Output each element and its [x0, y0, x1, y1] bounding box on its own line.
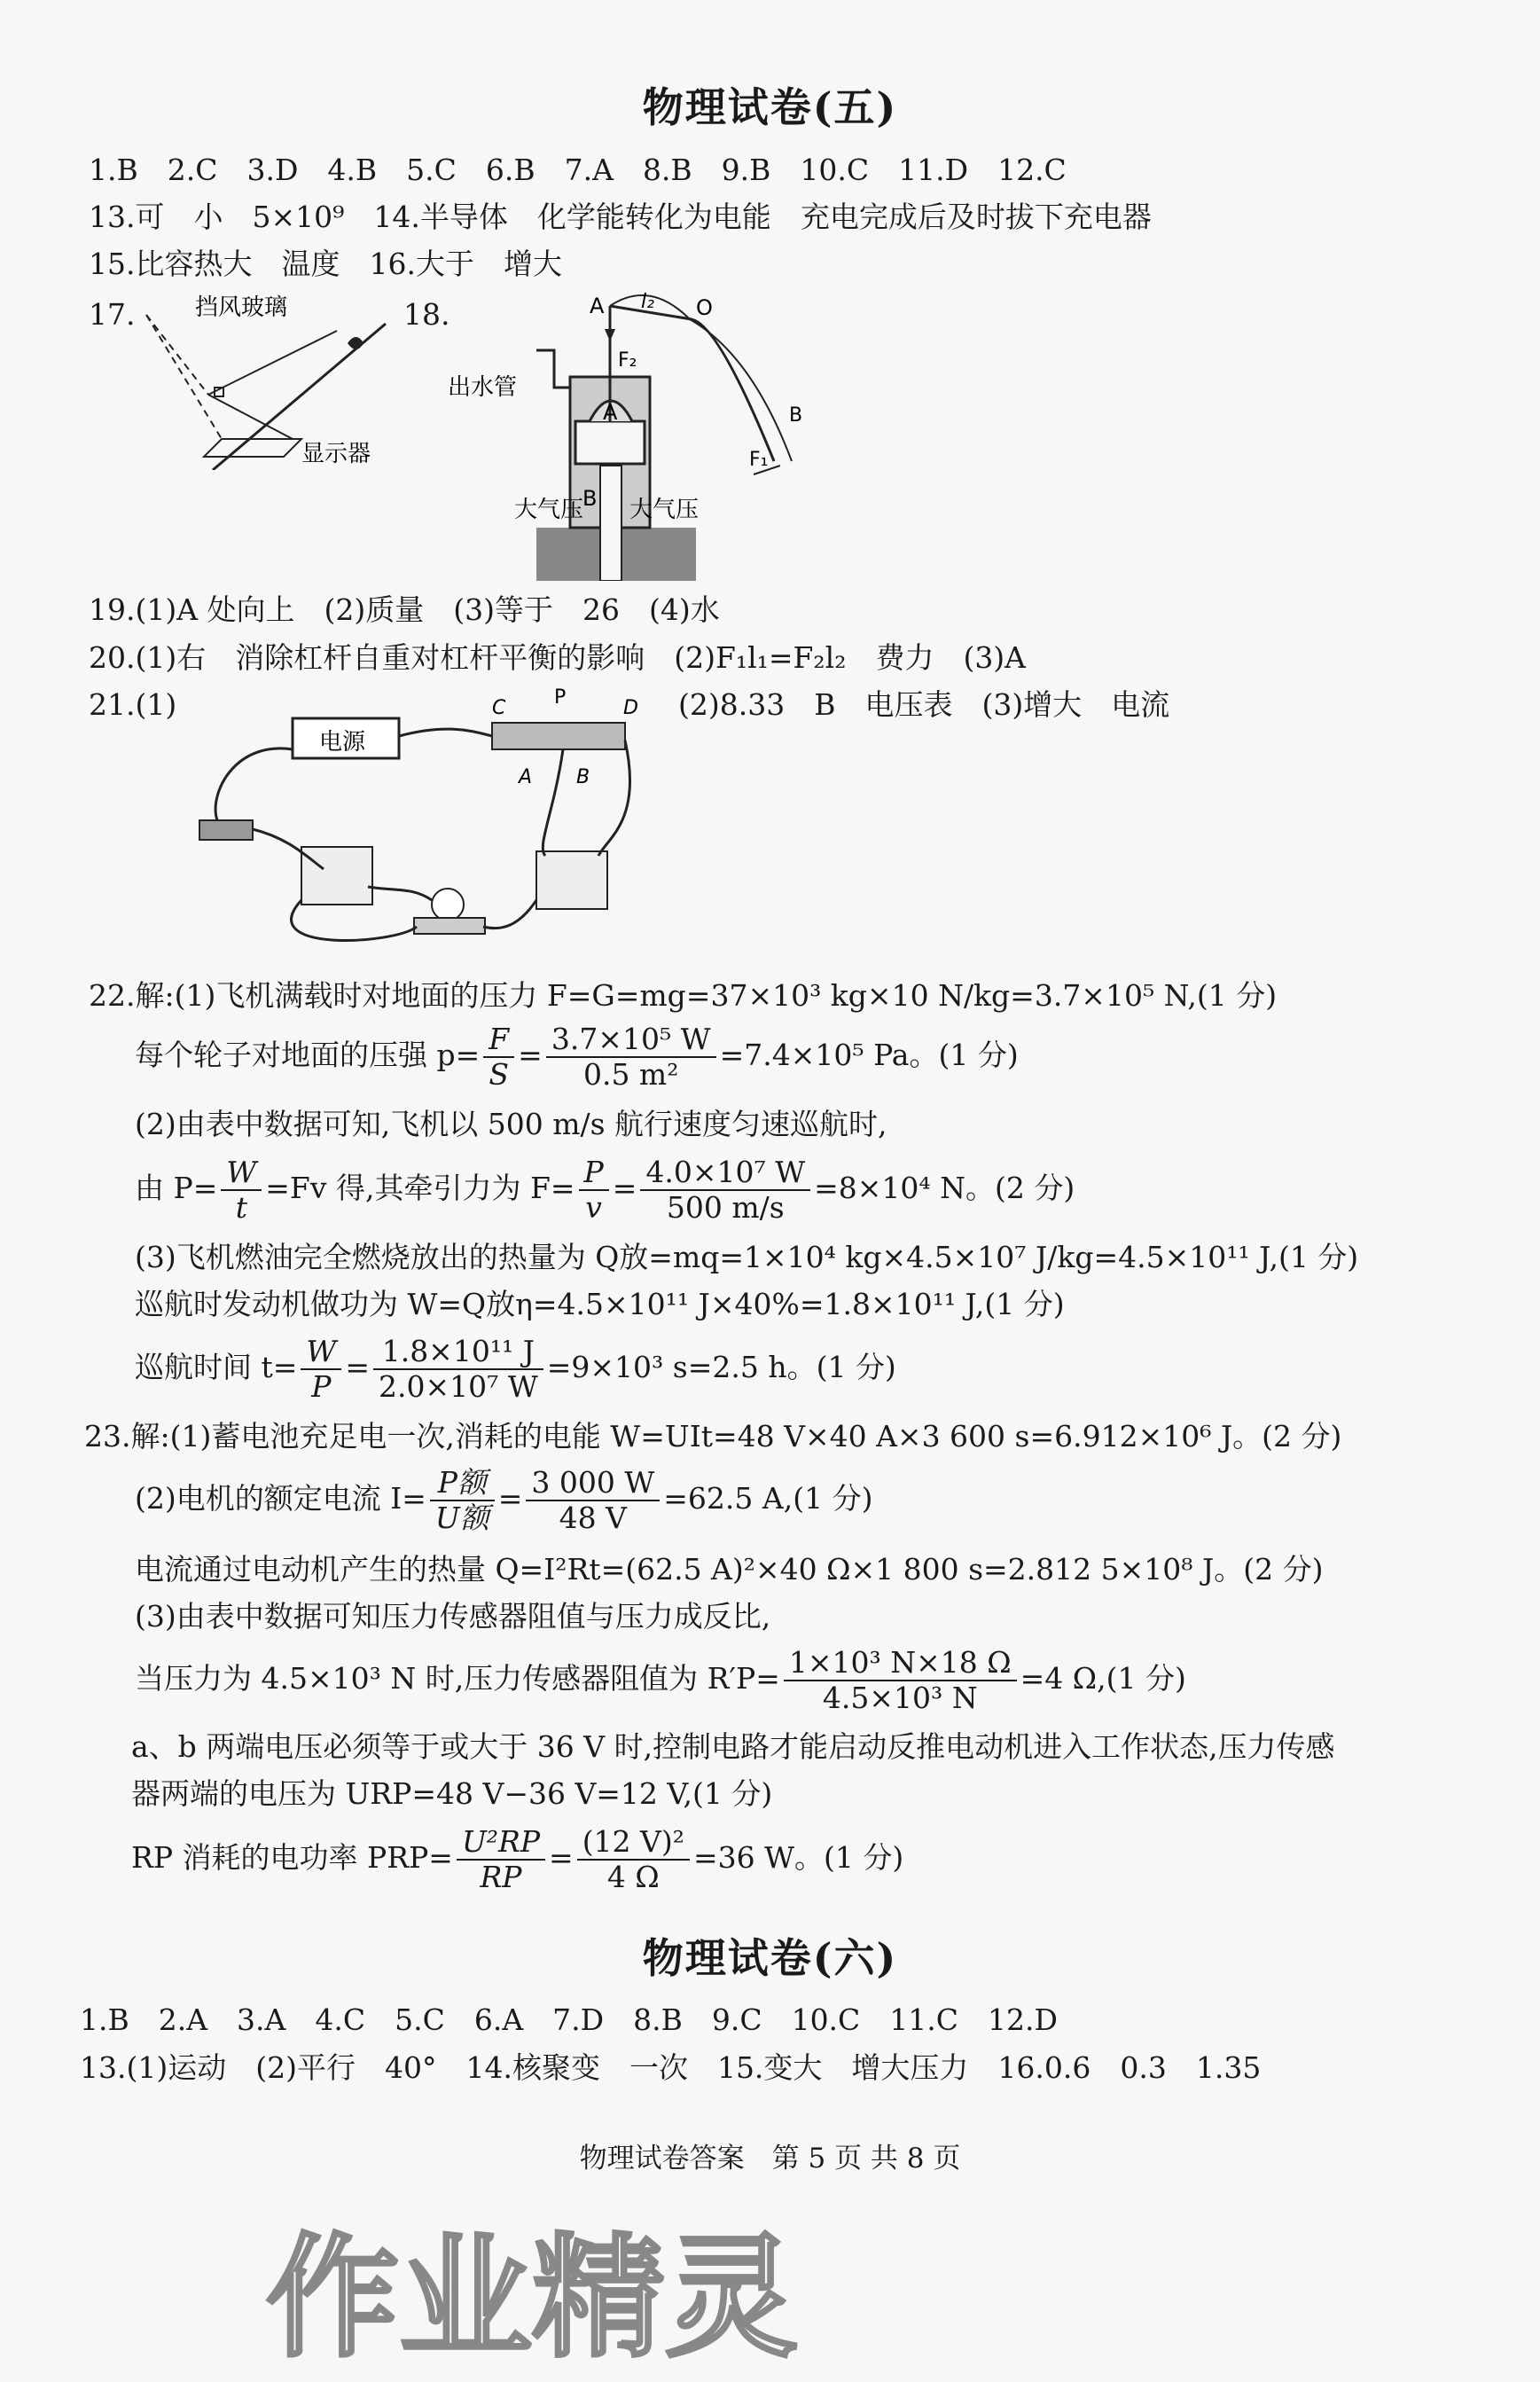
- eye-icon: [348, 337, 364, 349]
- q22-line1: 22.解:(1)飞机满载时对地面的压力 F=G=mg=37×10³ kg×10 N/kg=3.7×10⁵ N,(1 分): [89, 978, 1278, 1013]
- exam6-title: 物理试卷(六): [642, 1934, 898, 1982]
- q22-line6: 巡航时发动机做功为 W=Q放η=4.5×10¹¹ J×40%=1.8×10¹¹ J,(1 分): [135, 1287, 1065, 1321]
- q23-line1: 23.解:(1)蓄电池充足电一次,消耗的电能 W=UIt=48 V×40 A×3 600 s=6.912×10⁶ J。(2 分): [84, 1419, 1342, 1453]
- q22-line2: 每个轮子对地面的压强 p= $\frac{F}{S}$ = $\frac{\text{3.7×10⁵ W}}{\text{0.5 m²}}$ =7.4×10⁵ Pa。(1 分): [135, 1022, 1019, 1092]
- q21-B: B: [576, 766, 590, 788]
- q18-atm-right: 大气压: [629, 497, 700, 523]
- q22-line3: (2)由表中数据可知,飞机以 500 m/s 航行速度匀速巡航时,: [135, 1107, 887, 1141]
- q21-label: 21.(1): [89, 687, 177, 722]
- q18-outlet-label: 出水管: [448, 374, 518, 401]
- q18-piston-A: A: [603, 400, 618, 425]
- q23-line5: 当压力为 4.5×10³ N 时,压力传感器阻值为 R′P= $\frac{\text{1×10³ N×18 Ω}}{\text{4.5×10³ N}}$ =4 Ω,(1 分): [135, 1645, 1186, 1715]
- page-footer: 物理试卷答案 第 5 页 共 8 页: [579, 2143, 961, 2174]
- q21-A: A: [519, 766, 533, 788]
- exam5-q15-16: 15.比容热大 温度 16.大于 增大: [89, 247, 562, 281]
- exam5-choice-answers: 1.B 2.C 3.D 4.B 5.C 6.B 7.A 8.B 9.B 10.C 11.D 12.C: [89, 153, 1067, 187]
- q21-answer: (2)8.33 B 电压表 (3)增大 电流: [678, 687, 1170, 722]
- q21-D: D: [623, 697, 638, 719]
- q18-point-A: A: [590, 294, 605, 318]
- piston: [575, 421, 645, 464]
- virtual-image-line: [146, 315, 222, 439]
- q20-answer: 20.(1)右 消除杠杆自重对杠杆平衡的影响 (2)F₁l₁=F₂l₂ 费力 (3)A: [89, 640, 1027, 675]
- rheostat: [492, 723, 625, 749]
- exam6-q13-16: 13.(1)运动 (2)平行 40° 14.核聚变 一次 15.变大 增大压力 16.0.6 0.3 1.35: [80, 2050, 1262, 2085]
- q18-diagram: [448, 288, 829, 581]
- q17-label: 17.: [89, 297, 136, 332]
- q18-point-O: O: [696, 295, 713, 320]
- q23-line6: a、b 两端电压必须等于或大于 36 V 时,控制电路才能启动反推电动机进入工作状态,压力传感: [131, 1729, 1335, 1764]
- exam5-title: 物理试卷(五): [642, 83, 898, 131]
- q21-C: C: [492, 697, 506, 719]
- watermark-logo: 作业精灵: [266, 2221, 799, 2376]
- q17-diagram: [133, 288, 408, 470]
- q18-l2: l₂: [641, 291, 654, 313]
- q21-power-label: 电源: [319, 729, 366, 756]
- q18-valve-B: B: [582, 486, 598, 511]
- q17-display-label: 显示器: [301, 441, 371, 467]
- pump-pipe: [600, 466, 621, 581]
- q23-line8: RP 消耗的电功率 PRP= $\frac{\text{U²RP}}{RP}$ = $\frac{\text{(12 V)²}}{4 \Omega}$ =36 W。(1 分): [131, 1824, 904, 1894]
- q23-line4: (3)由表中数据可知压力传感器阻值与压力成反比,: [135, 1599, 771, 1634]
- q18-point-B: B: [789, 404, 803, 427]
- q22-line7: 巡航时间 t= $\frac{W}{P}$ = $\frac{\text{1.8×10¹¹ J}}{\text{2.0×10⁷ W}}$ =9×10³ s=2.5 h。(1 分): [135, 1334, 896, 1404]
- q18-F1: F₁: [749, 449, 769, 471]
- q19-answer: 19.(1)A 处向上 (2)质量 (3)等于 26 (4)水: [89, 592, 720, 627]
- exam5-q13-14: 13.可 小 5×10⁹ 14.半导体 化学能转化为电能 充电完成后及时拔下充电器: [89, 200, 1152, 234]
- q18-atm-left: 大气压: [514, 497, 584, 523]
- light-ray: [208, 395, 293, 439]
- force-F2-arrow: [605, 329, 615, 341]
- switch: [199, 820, 253, 840]
- q23-line7: 器两端的电压为 URP=48 V−36 V=12 V,(1 分): [131, 1776, 773, 1811]
- q18-F2: F₂: [618, 349, 637, 372]
- voltmeter: [301, 847, 372, 905]
- ammeter: [536, 851, 607, 909]
- q23-line3: 电流通过电动机产生的热量 Q=I²Rt=(62.5 A)²×40 Ω×1 800 s=2.812 5×10⁸ J。(2 分): [135, 1552, 1324, 1587]
- q22-line4: 由 P= $\frac{W}{t}$ =Fv 得,其牵引力为 F= $\frac{P}{v}$ = $\frac{\text{4.0×10⁷ W}}{500 m/s}$ =8×10⁴ N。(2 分): [135, 1155, 1075, 1225]
- exam6-choice-answers: 1.B 2.A 3.A 4.C 5.C 6.A 7.D 8.B 9.C 10.C 11.C 12.D: [80, 2002, 1058, 2037]
- display-plane: [204, 439, 301, 457]
- q18-label: 18.: [403, 297, 450, 332]
- outlet-pipe: [536, 350, 570, 388]
- q21-P: P: [554, 687, 567, 709]
- q17-windshield-label: 挡风玻璃: [195, 294, 288, 321]
- lamp: [432, 889, 464, 921]
- q23-line2: (2)电机的额定电流 I= $\frac{\text{P额}}{\text{U额}}$ = $\frac{3 000 W}{48 V}$ =62.5 A,(1 分): [135, 1465, 873, 1535]
- q21-circuit-diagram: [182, 687, 661, 953]
- q22-line5: (3)飞机燃油完全燃烧放出的热量为 Q放=mq=1×10⁴ kg×4.5×10⁷ J/kg=4.5×10¹¹ J,(1 分): [135, 1240, 1359, 1274]
